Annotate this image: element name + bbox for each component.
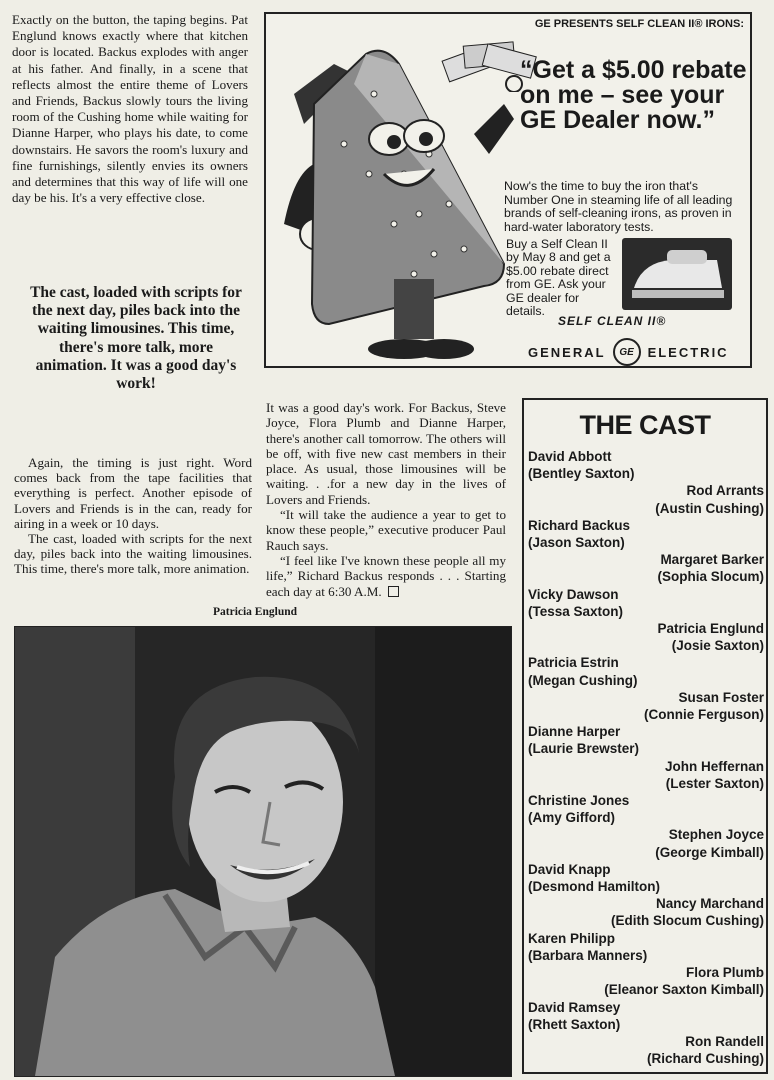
cast-role-name: (Desmond Hamilton) — [528, 879, 661, 895]
ad-body-text: Now's the time to buy the iron that's Number One in steaming life of all leading brands of self-cleaning irons, as proven in hard-water laboratory tests. — [504, 179, 733, 234]
cast-actor-name: Rod Arrants — [686, 483, 764, 499]
ge-iron-advertisement — [264, 12, 752, 368]
ge-logo-icon: GE — [613, 338, 641, 366]
cast-actor-name: Margaret Barker — [660, 552, 764, 568]
ad-footer — [528, 338, 729, 366]
cast-role-name: (George Kimball) — [655, 844, 764, 860]
cast-actor-name: Dianne Harper — [528, 724, 621, 740]
article-paragraph: “It will take the audience a year to get to know these people,” executive producer Paul Rauch says. — [266, 507, 506, 553]
cast-actor-name: Flora Plumb — [685, 965, 764, 981]
ad-rebate-text: Buy a Self Clean II by May 8 and get a $5.00 rebate direct from GE. Ask your GE dealer for details. — [506, 237, 611, 319]
cast-role-name: (Megan Cushing) — [528, 672, 638, 688]
article-paragraph — [266, 553, 506, 599]
cast-actor-name: John Heffernan — [664, 758, 764, 774]
ad-headline: “Get a $5.00 rebate on me – see your GE Dealer now.” — [520, 56, 747, 134]
cast-actor-name: Vicky Dawson — [528, 586, 619, 602]
cast-actor-name: Richard Backus — [528, 517, 631, 533]
cast-role-name: (Edith Slocum Cushing) — [611, 913, 764, 929]
cast-actor-name: Christine Jones — [528, 793, 630, 809]
cast-role-name: (Sophia Slocum) — [657, 569, 764, 585]
cast-actor-name: David Ramsey — [528, 999, 621, 1015]
cast-role-name: (Barbara Manners) — [528, 947, 648, 963]
article-text: “I feel like I've known these people all my life,” Richard Backus responds . . . Starting each day at 6:30 A.M. — [266, 552, 506, 599]
cast-actor-name: Stephen Joyce — [668, 827, 764, 843]
cast-box — [522, 398, 768, 1074]
article-paragraph: It was a good day's work. For Backus, Steve Joyce, Flora Plumb and Dianne Harper, there's another call tomorrow. The others will be off, with five new cast members in their place. As usual, those limousines will be waiting. . .for a new day in the lives of Lovers and Friends. — [266, 400, 506, 507]
cast-actor-name: Nancy Marchand — [655, 896, 764, 912]
cast-role-name: (Jason Saxton) — [528, 535, 625, 551]
portrait-photo — [14, 626, 512, 1077]
ad-header: GE PRESENTS SELF CLEAN II® IRONS: — [534, 18, 744, 30]
article-paragraph: Again, the timing is just right. Word comes back from the tape facilities that everything is perfect. Another episode of Lovers and Friends is in the can, ready for airing in a week or 10 days. — [14, 455, 252, 531]
cast-role-name: (Austin Cushing) — [655, 500, 764, 516]
cast-actor-name: David Knapp — [528, 861, 611, 877]
iron-product-photo — [622, 238, 732, 310]
cast-role-name: (Richard Cushing) — [647, 1051, 764, 1067]
article-paragraph: Exactly on the button, the taping begins. Pat Englund knows exactly where that kitchen door is located. Backus explodes with anger at his father. And finally, in a scene that reflects almost the entire theme of Lovers and Friends, Backus slowly tours the living room of the Cushing home while waiting for Dianne Harper, who plays his date, to come downstairs. He savors the room's luxury and fine furnishings, silently envies its owners and determines that this way of life will one day be his. It's a very effective close. — [12, 12, 248, 206]
cast-role-name: (Connie Ferguson) — [644, 707, 764, 723]
article-column-1-top — [12, 12, 248, 206]
cast-title: THE CAST — [579, 410, 711, 440]
cast-role-name: (Bentley Saxton) — [528, 466, 635, 482]
photo-caption: Patricia Englund — [212, 606, 298, 618]
cast-role-name: (Josie Saxton) — [671, 638, 764, 654]
pull-quote: The cast, loaded with scripts for the next day, piles back into the waiting limousines. This time, there's more talk, more animation. It was a good day's work! — [30, 284, 242, 393]
cast-role-name: (Lester Saxton) — [665, 775, 764, 791]
cast-role-name: (Eleanor Saxton Kimball) — [604, 982, 764, 998]
article-column-2 — [266, 400, 506, 599]
cast-list — [528, 448, 764, 1067]
cast-role-name: (Laurie Brewster) — [528, 741, 640, 757]
cast-actor-name: Ron Randell — [685, 1033, 764, 1049]
ad-brand-logo: SELF CLEAN II® — [558, 314, 667, 328]
iron-icon — [622, 238, 732, 310]
ad-footer-left: GENERAL — [528, 344, 606, 360]
cast-actor-name: Patricia Estrin — [528, 655, 619, 671]
ad-footer-right: ELECTRIC — [647, 344, 729, 360]
portrait-illustration — [15, 627, 511, 1076]
cast-role-name: (Tessa Saxton) — [528, 603, 624, 619]
end-mark-icon — [388, 586, 399, 597]
cast-role-name: (Rhett Saxton) — [528, 1016, 621, 1032]
cast-actor-name: Patricia Englund — [657, 621, 764, 637]
article-paragraph: The cast, loaded with scripts for the next day, piles back into the waiting limousines. This time, there's more talk, more animation. — [14, 531, 252, 577]
cast-actor-name: David Abbott — [528, 449, 612, 464]
cast-actor-name: Susan Foster — [678, 689, 764, 705]
cast-actor-name: Karen Philipp — [528, 930, 616, 946]
cast-role-name: (Amy Gifford) — [528, 810, 615, 826]
article-column-1-bottom — [14, 455, 252, 577]
